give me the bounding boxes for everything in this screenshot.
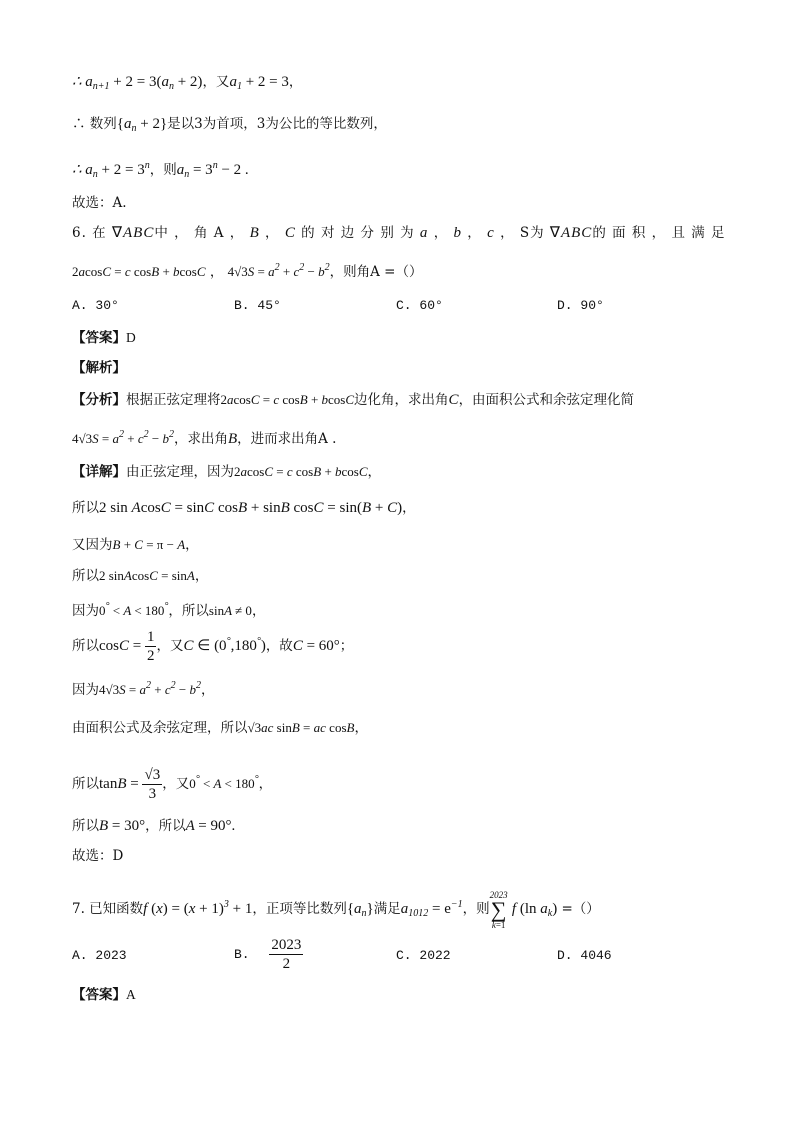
text: ，所以 xyxy=(145,818,186,834)
text: 因为 xyxy=(72,603,99,619)
formula-condition-1: 2acosC = c cosB + bcosC xyxy=(72,264,206,279)
formula-a1: $a_1 + 2 = 3$ xyxy=(229,74,289,92)
option-letter: B. xyxy=(234,947,250,962)
text: ，则 xyxy=(149,162,177,178)
text: 是以3为首项，3为公比的等比数列， xyxy=(167,116,387,132)
text: 的 对 边 分 别 为 xyxy=(301,225,415,241)
detail-line-5: 因为0° < A < 180°，所以sinA ≠ 0， xyxy=(72,601,266,619)
text: 由正弦定理，因为 xyxy=(126,464,234,480)
text: ，又 xyxy=(162,775,190,792)
text: 所以 xyxy=(72,500,99,516)
q6-option-d[interactable]: D. 90° xyxy=(557,298,604,313)
text: ，进而求出角A . xyxy=(237,431,337,447)
selection-6: 故选：D xyxy=(72,848,124,864)
text: =（） xyxy=(561,901,600,917)
analysis-line-1: 【分析】根据正弦定理将2acosC = c cosB + bcosC边化角，求出角C，由面积公式和余弦定理化简 xyxy=(72,392,635,408)
solution-line-2 xyxy=(72,114,387,139)
text: 又因为 xyxy=(72,537,113,553)
formula-seq: $\{a_n + 2\}$ xyxy=(116,116,168,134)
q6-option-b[interactable]: B. 45° xyxy=(234,298,281,313)
q6-stem-line-2: 2acosC = c cosB + bcosC ， $4√3S = a^2 + c^2 - b^2$，则角A =（） xyxy=(72,262,423,280)
text: 所以 xyxy=(72,637,99,654)
answer-value: A xyxy=(126,987,136,1002)
triangle-abc: ∇ABC xyxy=(111,225,155,241)
text: ∴ 数列 xyxy=(72,116,117,132)
detail-label: 【详解】 xyxy=(72,464,126,480)
q6-stem-line-1: 6. 在 ∇ABC中 ， 角 A ， B ， C 的 对 边 分 别 为 a ， b ， c ， S为 ∇ABC的 面 积 ， 且 满 足 xyxy=(72,225,726,241)
formula-an-plus-2: ∴ $a_n + 2 = 3^n$ xyxy=(72,160,150,180)
q7-stem: 7. 已知函数f $(x) = (x + 1)^3 + 1$，正项等比数列$\{a_n\}$满足$a_{1012} = e^{-1}$，则 2023 ∑ k=1 f (ln $a_k$) =（） xyxy=(72,889,600,930)
detail-line-7: 因为$4√3S = a^2 + c^2 - b^2$， xyxy=(72,680,215,698)
detail-line-8: 由面积公式及余弦定理，所以√3ac sinB = ac cosB， xyxy=(72,720,368,736)
text: 所以 xyxy=(72,568,99,584)
text: 的 面 积 ， 且 满 足 xyxy=(592,225,726,241)
text: ，则角A =（） xyxy=(329,264,423,280)
text: 由面积公式及余弦定理，所以 xyxy=(72,720,248,736)
detail-line-9: 所以tanB = $\frac{√3}{3}$ ，又0° < A < 180°， xyxy=(72,767,273,802)
text: 所以 xyxy=(72,818,99,834)
q6-answer xyxy=(72,328,136,348)
detail-line-6: 所以cosC = $\frac{1}{2}$ ，又C ∈ (0°,180°)，故C = 60°； xyxy=(72,629,354,664)
text: ，由面积公式和余弦定理化简 xyxy=(458,392,635,408)
fraction-root3-over-3: $\frac{√3}{3}$ xyxy=(144,767,161,802)
text: 中 ， 角 A ， xyxy=(154,225,245,241)
analysis-line-2: $4√3S = a^2 + c^2 - b^2$，求出角B，进而求出角A . xyxy=(72,429,337,447)
text: ，所以 xyxy=(168,603,209,619)
selection-5: 故选：A. xyxy=(72,195,127,211)
answer-label: 【答案】 xyxy=(72,330,126,346)
q7-option-a[interactable]: A. 2023 xyxy=(72,948,127,963)
q7-option-b[interactable] xyxy=(234,936,303,973)
text: 根据正弦定理将 xyxy=(126,392,221,408)
detail-line-3: 又因为B + C = π − A， xyxy=(72,537,199,553)
q6-option-c[interactable]: C. 60° xyxy=(396,298,443,313)
detail-line-2: 所以2 sin AcosC = sinC cosB + sinB cosC = sin(B + C)， xyxy=(72,500,416,516)
text: 所以 xyxy=(72,775,99,792)
formula-an: $a_n = 3^n - 2$ . xyxy=(176,160,249,180)
analysis-label: 【解析】 xyxy=(72,360,126,376)
q6-number: 6. 在 xyxy=(72,225,112,241)
detail-line-4: 所以2 sinAcosC = sinA， xyxy=(72,568,209,584)
analysis-heading xyxy=(72,358,126,378)
q7-number: 7. 已知函数 xyxy=(72,901,144,917)
formula-function: f $(x) = (x + 1)^3 + 1$ xyxy=(143,899,253,917)
text: 满足 xyxy=(373,901,401,917)
text: 边化角，求出角 xyxy=(354,392,449,408)
q7-option-d[interactable]: D. 4046 xyxy=(557,948,612,963)
formula-recurrence: ∴ $a_{n+1} + 2 = 3(a_n + 2)$ xyxy=(72,74,203,92)
triangle-abc: ∇ABC xyxy=(549,225,593,241)
detail-line-10: 所以B = 30°，所以A = 90°. xyxy=(72,818,236,834)
answer-label: 【答案】 xyxy=(72,987,126,1003)
text: ，又 xyxy=(156,637,184,654)
q7-answer xyxy=(72,985,136,1005)
q7-option-c[interactable]: C. 2022 xyxy=(396,948,451,963)
analysis-sub-label: 【分析】 xyxy=(72,392,126,408)
text: ，则 xyxy=(462,901,490,917)
q6-option-a[interactable]: A. 30° xyxy=(72,298,119,313)
answer-value: D xyxy=(126,330,136,345)
text: ，求出角 xyxy=(173,431,228,447)
solution-line-1: ∴ $a_{n+1} + 2 = 3(a_n + 2)$，又$a_1 + 2 = 3$， xyxy=(72,74,303,92)
fraction-2023-over-2: $\frac{2023}{2}$ xyxy=(271,937,302,972)
formula-condition-2: $4√3S = a^2 + c^2 - b^2$ xyxy=(227,262,330,279)
text: ，故 xyxy=(265,637,293,654)
detail-line-1: 【详解】由正弦定理，因为2acosC = c cosB + bcosC， xyxy=(72,464,382,480)
connector-text: ，又 xyxy=(202,74,230,90)
fraction-one-half: $\frac{1}{2}$ xyxy=(146,629,155,664)
solution-line-3 xyxy=(72,156,249,185)
text: 因为 xyxy=(72,682,99,698)
text: S为 xyxy=(519,225,545,241)
text: ，正项等比数列 xyxy=(252,901,347,917)
summation: 2023 ∑ k=1 xyxy=(489,889,508,930)
